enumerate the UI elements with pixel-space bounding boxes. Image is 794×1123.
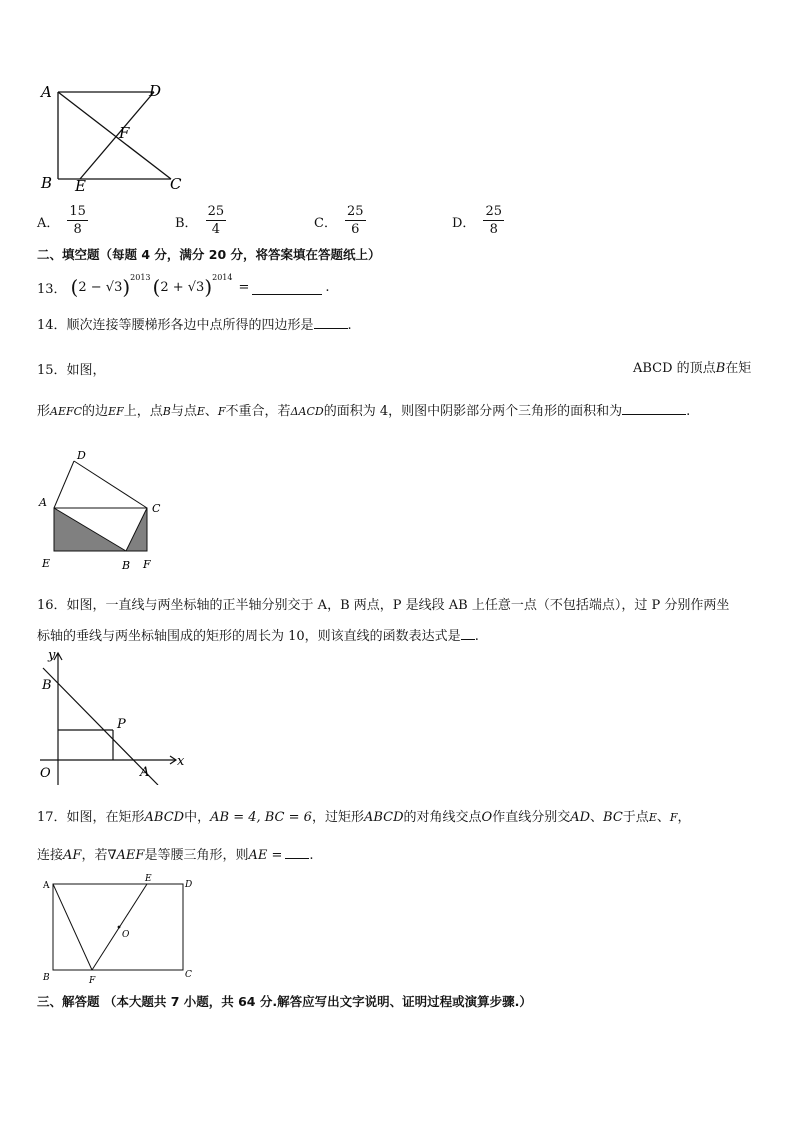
q15-figure bbox=[36, 445, 166, 575]
q13-line: 13． ( 2 − √3 ) $^{2013}$ ( 2 + √3 ) $^{2014}$ = . bbox=[37, 273, 330, 299]
q15-line-2: 形AEFC的边EF上，点B与点E、F不重合，若ΔACD的面积为 4，则图中阴影部分两个三角形的面积和为 . bbox=[37, 404, 691, 419]
q15-line-1-left: 15．如图， bbox=[37, 363, 106, 378]
q12-figure bbox=[36, 78, 196, 196]
q13-answer-blank bbox=[252, 280, 322, 295]
q12-option-a: A． $\frac{15}{8}$ bbox=[37, 204, 86, 237]
fig17-label-a: A bbox=[43, 881, 50, 891]
fig12-label-b: B bbox=[41, 174, 53, 192]
fig17-label-e: E bbox=[145, 874, 152, 884]
fig12-label-a: A bbox=[41, 83, 52, 101]
fig15-label-f: F bbox=[143, 558, 151, 571]
fig17-label-d: D bbox=[185, 880, 193, 890]
fig15-label-d: D bbox=[77, 449, 86, 462]
fig16-label-o: O bbox=[40, 766, 51, 781]
q16-answer-blank bbox=[461, 627, 475, 640]
fig16-label-p: P bbox=[117, 717, 126, 732]
q17-answer-blank bbox=[285, 846, 309, 859]
fig16-label-b: B bbox=[42, 678, 52, 693]
q17-line-1: 17．如图，在矩形ABCD中，AB = 4, BC = 6，过矩形ABCD的对角线交点O作直线分别交AD、BC于点E、F， bbox=[37, 810, 691, 825]
q14-answer-blank bbox=[314, 316, 348, 329]
fig17-label-b: B bbox=[43, 973, 50, 983]
q15-line-1-right: ABCD 的顶点B在矩 bbox=[633, 361, 752, 376]
fig15-label-a: A bbox=[39, 496, 47, 509]
fig17-label-c: C bbox=[185, 970, 192, 980]
q15-answer-blank bbox=[622, 402, 686, 415]
q16-line-1: 16．如图，一直线与两坐标轴的正半轴分别交于 A，B 两点，P 是线段 AB 上任意一点（不包括端点），过 P 分别作两坐 bbox=[37, 598, 730, 613]
section-3-heading: 三、解答题 （本大题共 7 小题，共 64 分.解答应写出文字说明、证明过程或演算步骤.） bbox=[37, 994, 532, 1009]
fig16-label-a: A bbox=[140, 765, 150, 780]
fig17-label-f: F bbox=[89, 976, 96, 986]
fig12-label-c: C bbox=[170, 175, 182, 193]
fig17-label-o: O bbox=[122, 930, 130, 940]
q12-option-c: C． $\frac{25}{6}$ bbox=[314, 204, 364, 237]
fig15-label-b: B bbox=[122, 559, 131, 572]
q16-line-2: 标轴的垂线与两坐标轴围成的矩形的周长为 10，则该直线的函数表达式是 . bbox=[37, 629, 479, 644]
fig16-label-y: y bbox=[48, 648, 56, 663]
section-2-heading: 二、填空题（每题 4 分，满分 20 分，将答案填在答题纸上） bbox=[37, 247, 381, 262]
fig12-label-e: E bbox=[75, 177, 86, 195]
q16-figure bbox=[36, 645, 196, 785]
q17-figure bbox=[36, 870, 206, 990]
q14-line: 14．顺次连接等腰梯形各边中点所得的四边形是 . bbox=[37, 318, 352, 333]
q12-option-b: B． $\frac{25}{4}$ bbox=[175, 204, 225, 237]
fig16-label-x: x bbox=[177, 754, 185, 769]
fig12-label-d: D bbox=[149, 82, 162, 100]
fig12-label-f: F bbox=[119, 124, 130, 142]
q17-line-2: 连接AF，若∇AEF是等腰三角形，则AE = . bbox=[37, 848, 314, 863]
fig15-label-e: E bbox=[42, 557, 51, 570]
q12-option-d: D． $\frac{25}{8}$ bbox=[452, 204, 502, 237]
fig15-label-c: C bbox=[152, 502, 161, 515]
